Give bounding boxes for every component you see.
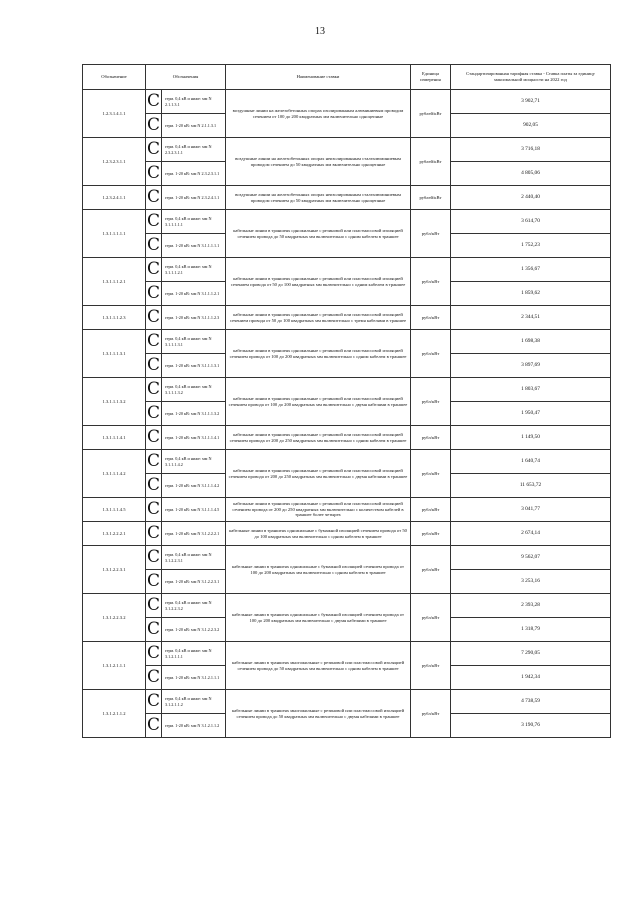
symbol-text: герм. 1-20 кВ: мм N 2.3.2.3.1.1 bbox=[165, 170, 220, 176]
cable-symbol-icon: C bbox=[146, 283, 160, 303]
symbol-text: герм. 0,4 кВ и ниже: мм N 3.1.1.1.2.1 bbox=[165, 264, 212, 275]
row-symbol-cell bbox=[146, 690, 226, 714]
row-symbol-cell bbox=[146, 138, 226, 162]
symbol-text: герм. 0,4 кВ и ниже: мм N 3.1.2.1.1.1 bbox=[165, 648, 212, 659]
symbol-text: герм. 1-20 кВ: мм N 2.1.1.3.1 bbox=[165, 122, 217, 128]
cable-symbol-icon: C bbox=[146, 595, 160, 615]
symbol-text: герм. 0,4 кВ и ниже: мм N 3.1.2.2.3.1 bbox=[165, 552, 212, 563]
row-description: кабельные линии в траншеях одножильные с резиновой или пластмассовой изоляцией сечением провода от 200 до 250 квадратных мм включительно с количеством кабелей в траншее более четырех bbox=[226, 498, 411, 522]
header-rate: Стандартизированная тарифная ставка - Ставка платы за единицу максимальной мощности на 2022 год bbox=[451, 65, 611, 90]
page-number: 13 bbox=[315, 26, 325, 37]
row-symbol-cell bbox=[146, 666, 226, 690]
header-code: Обозначение bbox=[83, 65, 146, 90]
header-unit: Единица измерения bbox=[411, 65, 451, 90]
row-rate-value: 3 902,71 bbox=[451, 90, 611, 114]
row-rate-value: 3 190,76 bbox=[451, 714, 611, 738]
symbol-text: герм. 0,4 кВ и ниже: мм N 3.1.1.1.3.2 bbox=[165, 384, 212, 395]
row-code: 1.3.1.2.2.2.1 bbox=[83, 522, 146, 546]
row-unit: рубл/кВт bbox=[411, 546, 451, 594]
table-row bbox=[83, 642, 611, 666]
row-rate-value: 1 950,47 bbox=[451, 402, 611, 426]
row-code: 1.2.3.2.3.1.1 bbox=[83, 138, 146, 186]
row-symbol-cell bbox=[146, 522, 226, 546]
row-rate-value: 3 897,69 bbox=[451, 354, 611, 378]
symbol-text: герм. 0,4 кВ и ниже: мм N 3.1.2.2.3.2 bbox=[165, 600, 212, 611]
table-row bbox=[83, 210, 611, 234]
row-rate-value: 4 805,06 bbox=[451, 162, 611, 186]
row-code: 1.3.1.1.1.1.1 bbox=[83, 210, 146, 258]
symbol-text: герм. 1-20 кВ: мм N 3.1.1.1.3.1 bbox=[165, 362, 220, 368]
row-symbol-cell bbox=[146, 594, 226, 618]
row-rate-value: 7 290,05 bbox=[451, 642, 611, 666]
row-rate-value: 1 318,79 bbox=[451, 618, 611, 642]
row-rate-value: 1 698,38 bbox=[451, 330, 611, 354]
table-row bbox=[83, 90, 611, 114]
row-unit: рубл/кВт bbox=[411, 642, 451, 690]
table-row bbox=[83, 186, 611, 210]
row-symbol-cell bbox=[146, 450, 226, 474]
row-code: 1.3.1.1.1.2.3 bbox=[83, 306, 146, 330]
row-symbol-cell bbox=[146, 258, 226, 282]
row-description: кабельные линии в траншеях многожильные с резиновой или пластмассовой изоляцией сечением провода до 50 квадратных мм включительно с двумя кабелями в траншее bbox=[226, 690, 411, 738]
symbol-text: герм. 1-20 кВ: мм N 3.1.2.2.2.1 bbox=[165, 530, 220, 536]
row-unit: рубл/кВт bbox=[411, 426, 451, 450]
row-symbol-cell bbox=[146, 354, 226, 378]
row-description: кабельные линии в траншеях многожильные с резиновой или пластмассовой изоляцией сечением провода до 50 квадратных мм включительно с одним кабелем в траншее bbox=[226, 642, 411, 690]
row-rate-value: 4 738,59 bbox=[451, 690, 611, 714]
row-code: 1.3.1.2.2.3.1 bbox=[83, 546, 146, 594]
row-symbol-cell bbox=[146, 378, 226, 402]
row-description: кабельные линии в траншеях одножильные с бумажной изоляцией сечением провода от 100 до 200 квадратных мм включительно с одним кабелем в траншее bbox=[226, 546, 411, 594]
table-row bbox=[83, 330, 611, 354]
symbol-text: герм. 1-20 кВ: мм N 3.1.1.1.1.1 bbox=[165, 242, 220, 248]
row-symbol-cell bbox=[146, 210, 226, 234]
cable-symbol-icon: C bbox=[146, 571, 160, 591]
tariff-table bbox=[82, 64, 611, 738]
row-code: 1.3.1.1.1.4.1 bbox=[83, 426, 146, 450]
cable-symbol-icon: C bbox=[146, 643, 160, 663]
cable-symbol-icon: C bbox=[146, 355, 160, 375]
cable-symbol-icon: C bbox=[146, 211, 160, 231]
cable-symbol-icon: C bbox=[146, 715, 160, 735]
row-unit: рубл/кВт bbox=[411, 210, 451, 258]
symbol-text: герм. 1-20 кВ: мм N 3.1.1.1.2.3 bbox=[165, 314, 220, 320]
row-code: 1.2.3.2.4.1.1 bbox=[83, 186, 146, 210]
row-rate-value: 1 149,50 bbox=[451, 426, 611, 450]
symbol-text: герм. 1-20 кВ: мм N 3.1.2.2.3.1 bbox=[165, 578, 220, 584]
symbol-text: герм. 1-20 кВ: мм N 2.3.2.4.1.1 bbox=[165, 194, 220, 200]
row-rate-value: 11 653,72 bbox=[451, 474, 611, 498]
symbol-text: герм. 1-20 кВ: мм N 3.1.2.2.3.2 bbox=[165, 626, 220, 632]
row-unit: рубл/кВт bbox=[411, 498, 451, 522]
header-name: Наименование ставки bbox=[226, 65, 411, 90]
row-symbol-cell bbox=[146, 90, 226, 114]
row-symbol-cell bbox=[146, 642, 226, 666]
symbol-text: герм. 1-20 кВ: мм N 3.1.2.1.1.2 bbox=[165, 722, 220, 728]
row-unit: рубл/кВт bbox=[411, 690, 451, 738]
row-rate-value: 2 440,40 bbox=[451, 186, 611, 210]
row-code: 1.3.1.2.1.1.1 bbox=[83, 642, 146, 690]
row-unit: рублей/кВт bbox=[411, 186, 451, 210]
table-row bbox=[83, 546, 611, 570]
row-symbol-cell bbox=[146, 306, 226, 330]
row-unit: рублей/кВт bbox=[411, 138, 451, 186]
cable-symbol-icon: C bbox=[146, 427, 160, 447]
row-symbol-cell bbox=[146, 330, 226, 354]
row-symbol-cell bbox=[146, 402, 226, 426]
row-code: 1.3.1.2.1.1.2 bbox=[83, 690, 146, 738]
symbol-text: герм. 1-20 кВ: мм N 3.1.1.1.2.1 bbox=[165, 290, 220, 296]
symbol-text: герм. 0,4 кВ и ниже: мм N 3.1.1.1.3.1 bbox=[165, 336, 212, 347]
cable-symbol-icon: C bbox=[146, 163, 160, 183]
row-description: воздушные линии на железобетонных опорах изолированным алюминиевым проводом сечением от 100 до 200 квадратных мм включительно одноцепные bbox=[226, 90, 411, 138]
row-symbol-cell bbox=[146, 714, 226, 738]
cable-symbol-icon: C bbox=[146, 115, 160, 135]
row-rate-value: 3 716,18 bbox=[451, 138, 611, 162]
row-description: воздушные линии на железобетонных опорах неизолированным сталеалюминиевым проводом сечением до 50 квадратных мм включительно одноцепные bbox=[226, 138, 411, 186]
row-rate-value: 9 562,07 bbox=[451, 546, 611, 570]
row-rate-value: 3 041,77 bbox=[451, 498, 611, 522]
row-description: кабельные линии в траншеях одножильные с бумажной изоляцией сечением провода от 100 до 200 квадратных мм включительно с двумя кабелями в траншее bbox=[226, 594, 411, 642]
row-symbol-cell bbox=[146, 546, 226, 570]
cable-symbol-icon: C bbox=[146, 667, 160, 687]
row-rate-value: 3 253,16 bbox=[451, 570, 611, 594]
row-rate-value: 902,05 bbox=[451, 114, 611, 138]
row-symbol-cell bbox=[146, 234, 226, 258]
row-symbol-cell bbox=[146, 426, 226, 450]
row-unit: рублей/кВт bbox=[411, 90, 451, 138]
symbol-text: герм. 1-20 кВ: мм N 3.1.1.1.4.1 bbox=[165, 434, 220, 440]
row-description: воздушные линии на железобетонных опорах неизолированным сталеалюминиевым проводом сечением до 50 квадратных мм включительно одноцепные bbox=[226, 186, 411, 210]
row-rate-value: 2 344,51 bbox=[451, 306, 611, 330]
symbol-text: герм. 1-20 кВ: мм N 3.1.1.1.3.2 bbox=[165, 410, 220, 416]
row-description: кабельные линии в траншеях одножильные с резиновой или пластмассовой изоляцией сечением провода от 200 до 250 квадратных мм включительно с одним кабелем в траншее bbox=[226, 426, 411, 450]
row-unit: рубл/кВт bbox=[411, 258, 451, 306]
cable-symbol-icon: C bbox=[146, 523, 160, 543]
symbol-text: герм. 0,4 кВ и ниже: мм N 3.1.1.1.4.2 bbox=[165, 456, 212, 467]
table-row bbox=[83, 690, 611, 714]
row-symbol-cell bbox=[146, 186, 226, 210]
symbol-text: герм. 0,4 кВ и ниже: мм N 2.1.1.3.1 bbox=[165, 96, 212, 107]
table-row bbox=[83, 138, 611, 162]
table-row bbox=[83, 522, 611, 546]
row-description: кабельные линии в траншеях одножильные с резиновой или пластмассовой изоляцией сечением провода до 50 квадратных мм включительно с одним кабелем в траншее bbox=[226, 210, 411, 258]
row-code: 1.3.1.1.1.4.5 bbox=[83, 498, 146, 522]
row-rate-value: 2 674,14 bbox=[451, 522, 611, 546]
row-rate-value: 1 803,67 bbox=[451, 378, 611, 402]
table-header-row bbox=[83, 65, 611, 90]
row-code: 1.2.3.1.4.1.1 bbox=[83, 90, 146, 138]
row-code: 1.3.1.1.1.4.2 bbox=[83, 450, 146, 498]
row-symbol-cell bbox=[146, 114, 226, 138]
cable-symbol-icon: C bbox=[146, 451, 160, 471]
cable-symbol-icon: C bbox=[146, 259, 160, 279]
symbol-text: герм. 1-20 кВ: мм N 3.1.1.1.4.2 bbox=[165, 482, 220, 488]
row-rate-value: 1 356,67 bbox=[451, 258, 611, 282]
row-description: кабельные линии в траншеях одножильные с бумажной изоляцией сечением провода от 50 до 100 квадратных мм включительно с одним кабелем в траншее bbox=[226, 522, 411, 546]
row-unit: рубл/кВт bbox=[411, 450, 451, 498]
row-description: кабельные линии в траншеях одножильные с резиновой или пластмассовой изоляцией сечением провода от 100 до 200 квадратных мм включительно с одним кабелем в траншее bbox=[226, 330, 411, 378]
row-symbol-cell bbox=[146, 282, 226, 306]
row-symbol-cell bbox=[146, 570, 226, 594]
row-unit: рубл/кВт bbox=[411, 594, 451, 642]
row-description: кабельные линии в траншеях одножильные с резиновой или пластмассовой изоляцией сечением провода от 50 до 100 квадратных мм включительно с тремя кабелями в траншее bbox=[226, 306, 411, 330]
table-row bbox=[83, 306, 611, 330]
symbol-text: герм. 0,4 кВ и ниже: мм N 2.3.2.3.1.1 bbox=[165, 144, 212, 155]
cable-symbol-icon: C bbox=[146, 691, 160, 711]
row-rate-value: 1 752,23 bbox=[451, 234, 611, 258]
row-unit: рубл/кВт bbox=[411, 522, 451, 546]
row-description: кабельные линии в траншеях одножильные с резиновой или пластмассовой изоляцией сечением провода от 200 до 250 квадратных мм включительно с двумя кабелями в траншее bbox=[226, 450, 411, 498]
symbol-text: герм. 0,4 кВ и ниже: мм N 3.1.2.1.1.2 bbox=[165, 696, 212, 707]
cable-symbol-icon: C bbox=[146, 331, 160, 351]
table-row bbox=[83, 378, 611, 402]
row-code: 1.3.1.2.2.3.2 bbox=[83, 594, 146, 642]
table-row bbox=[83, 258, 611, 282]
cable-symbol-icon: C bbox=[146, 379, 160, 399]
row-rate-value: 1 640,74 bbox=[451, 450, 611, 474]
row-code: 1.3.1.1.1.3.1 bbox=[83, 330, 146, 378]
cable-symbol-icon: C bbox=[146, 403, 160, 423]
cable-symbol-icon: C bbox=[146, 619, 160, 639]
row-unit: рубл/кВт bbox=[411, 306, 451, 330]
row-unit: рубл/кВт bbox=[411, 330, 451, 378]
cable-symbol-icon: C bbox=[146, 187, 160, 207]
cable-symbol-icon: C bbox=[146, 235, 160, 255]
table-row bbox=[83, 450, 611, 474]
row-symbol-cell bbox=[146, 474, 226, 498]
table-row bbox=[83, 594, 611, 618]
cable-symbol-icon: C bbox=[146, 91, 160, 111]
cable-symbol-icon: C bbox=[146, 547, 160, 567]
row-rate-value: 3 614,70 bbox=[451, 210, 611, 234]
symbol-text: герм. 1-20 кВ: мм N 3.1.2.1.1.1 bbox=[165, 674, 220, 680]
row-symbol-cell bbox=[146, 618, 226, 642]
table-row bbox=[83, 498, 611, 522]
header-symbol: Обозначения bbox=[146, 65, 226, 90]
table-row bbox=[83, 426, 611, 450]
cable-symbol-icon: C bbox=[146, 139, 160, 159]
row-description: кабельные линии в траншеях одножильные с резиновой или пластмассовой изоляцией сечением провода от 100 до 200 квадратных мм включительно с двумя кабелями в траншее bbox=[226, 378, 411, 426]
cable-symbol-icon: C bbox=[146, 475, 160, 495]
row-code: 1.3.1.1.1.2.1 bbox=[83, 258, 146, 306]
symbol-text: герм. 1-20 кВ: мм N 3.1.1.1.4.5 bbox=[165, 506, 220, 512]
row-rate-value: 1 859,62 bbox=[451, 282, 611, 306]
cable-symbol-icon: C bbox=[146, 307, 160, 327]
row-symbol-cell bbox=[146, 498, 226, 522]
row-rate-value: 2 393,28 bbox=[451, 594, 611, 618]
row-rate-value: 1 942,34 bbox=[451, 666, 611, 690]
cable-symbol-icon: C bbox=[146, 499, 160, 519]
row-code: 1.3.1.1.1.3.2 bbox=[83, 378, 146, 426]
row-description: кабельные линии в траншеях одножильные с резиновой или пластмассовой изоляцией сечением провода от 50 до 100 квадратных мм включительно с одним кабелем в траншее bbox=[226, 258, 411, 306]
row-unit: рубл/кВт bbox=[411, 378, 451, 426]
row-symbol-cell bbox=[146, 162, 226, 186]
symbol-text: герм. 0,4 кВ и ниже: мм N 3.1.1.1.1.1 bbox=[165, 216, 212, 227]
